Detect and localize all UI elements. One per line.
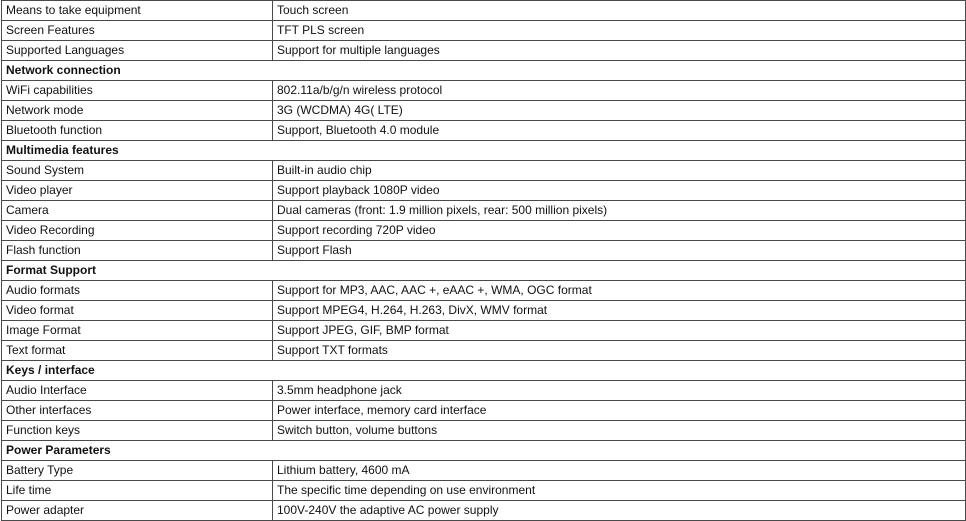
table-row bbox=[2, 501, 966, 521]
spec-value: Support TXT formats bbox=[273, 341, 966, 361]
table-row bbox=[2, 341, 966, 361]
section-header-row bbox=[2, 261, 966, 281]
table-row bbox=[2, 281, 966, 301]
table-row bbox=[2, 241, 966, 261]
spec-value: The specific time depending on use environment bbox=[273, 481, 966, 501]
section-title: Network connection bbox=[2, 61, 966, 81]
spec-label: WiFi capabilities bbox=[2, 81, 273, 101]
spec-label: Power adapter bbox=[2, 501, 273, 521]
spec-table-body bbox=[2, 1, 966, 521]
spec-label: Other interfaces bbox=[2, 401, 273, 421]
spec-value: 3.5mm headphone jack bbox=[273, 381, 966, 401]
section-title: Power Parameters bbox=[2, 441, 966, 461]
spec-label: Video format bbox=[2, 301, 273, 321]
spec-label: Flash function bbox=[2, 241, 273, 261]
table-row bbox=[2, 221, 966, 241]
table-row bbox=[2, 1, 966, 21]
spec-label: Audio formats bbox=[2, 281, 273, 301]
spec-label: Life time bbox=[2, 481, 273, 501]
spec-value: Support JPEG, GIF, BMP format bbox=[273, 321, 966, 341]
spec-label: Network mode bbox=[2, 101, 273, 121]
table-row bbox=[2, 21, 966, 41]
spec-label: Supported Languages bbox=[2, 41, 273, 61]
spec-value: 802.11a/b/g/n wireless protocol bbox=[273, 81, 966, 101]
spec-value: Support for multiple languages bbox=[273, 41, 966, 61]
spec-value: Dual cameras (front: 1.9 million pixels, rear: 500 million pixels) bbox=[273, 201, 966, 221]
table-row bbox=[2, 161, 966, 181]
table-row bbox=[2, 381, 966, 401]
section-title: Format Support bbox=[2, 261, 966, 281]
spec-value: Support MPEG4, H.264, H.263, DivX, WMV format bbox=[273, 301, 966, 321]
spec-label: Video player bbox=[2, 181, 273, 201]
spec-label: Video Recording bbox=[2, 221, 273, 241]
spec-value: Support Flash bbox=[273, 241, 966, 261]
spec-label: Text format bbox=[2, 341, 273, 361]
section-header-row bbox=[2, 441, 966, 461]
spec-value: Switch button, volume buttons bbox=[273, 421, 966, 441]
spec-value: Support for MP3, AAC, AAC +, eAAC +, WMA, OGC format bbox=[273, 281, 966, 301]
table-row bbox=[2, 201, 966, 221]
spec-label: Function keys bbox=[2, 421, 273, 441]
section-header-row bbox=[2, 61, 966, 81]
table-row bbox=[2, 81, 966, 101]
section-title: Keys / interface bbox=[2, 361, 966, 381]
spec-value: Support recording 720P video bbox=[273, 221, 966, 241]
section-header-row bbox=[2, 141, 966, 161]
spec-label: Bluetooth function bbox=[2, 121, 273, 141]
spec-value: 3G (WCDMA) 4G( LTE) bbox=[273, 101, 966, 121]
spec-value: Built-in audio chip bbox=[273, 161, 966, 181]
spec-value: Support playback 1080P video bbox=[273, 181, 966, 201]
spec-value: Touch screen bbox=[273, 1, 966, 21]
section-title: Multimedia features bbox=[2, 141, 966, 161]
table-row bbox=[2, 401, 966, 421]
section-header-row bbox=[2, 361, 966, 381]
spec-label: Audio Interface bbox=[2, 381, 273, 401]
table-row bbox=[2, 481, 966, 501]
spec-label: Means to take equipment bbox=[2, 1, 273, 21]
table-row bbox=[2, 421, 966, 441]
table-row bbox=[2, 121, 966, 141]
table-row bbox=[2, 461, 966, 481]
table-row bbox=[2, 101, 966, 121]
spec-table bbox=[1, 0, 966, 521]
spec-label: Battery Type bbox=[2, 461, 273, 481]
spec-value: 100V-240V the adaptive AC power supply bbox=[273, 501, 966, 521]
table-row bbox=[2, 181, 966, 201]
table-row bbox=[2, 41, 966, 61]
spec-value: Power interface, memory card interface bbox=[273, 401, 966, 421]
spec-value: Lithium battery, 4600 mA bbox=[273, 461, 966, 481]
spec-label: Sound System bbox=[2, 161, 273, 181]
spec-value: Support, Bluetooth 4.0 module bbox=[273, 121, 966, 141]
spec-label: Screen Features bbox=[2, 21, 273, 41]
spec-label: Image Format bbox=[2, 321, 273, 341]
spec-value: TFT PLS screen bbox=[273, 21, 966, 41]
table-row bbox=[2, 301, 966, 321]
table-row bbox=[2, 321, 966, 341]
spec-label: Camera bbox=[2, 201, 273, 221]
